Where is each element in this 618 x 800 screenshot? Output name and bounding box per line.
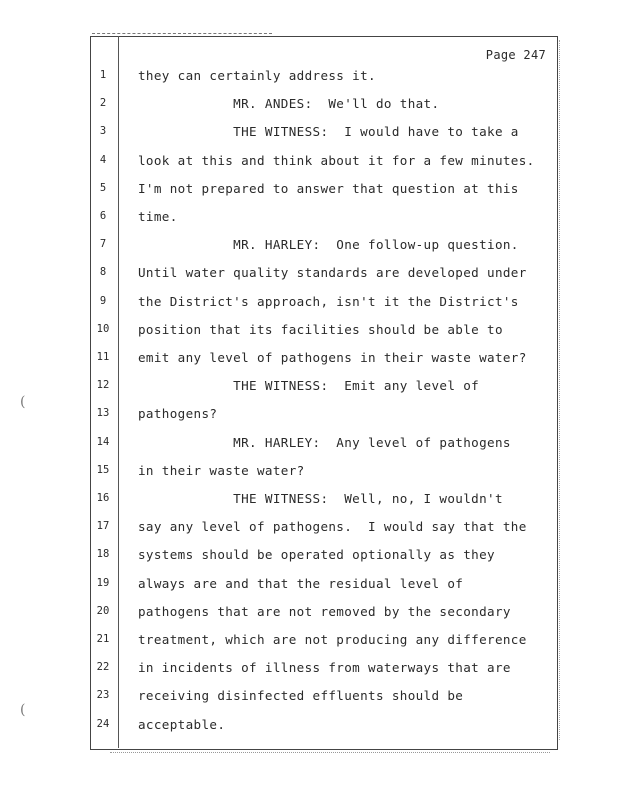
transcript-line-text: say any level of pathogens. I would say that the [138,519,527,535]
transcript-line-text: the District's approach, isn't it the District's [138,293,519,309]
page-number: Page 247 [485,48,546,62]
transcript-line-text: pathogens that are not removed by the secondary [138,603,511,619]
transcript-line-text: THE WITNESS: Emit any level of [138,378,480,394]
line-number: 16 [96,492,110,504]
line-number: 1 [99,69,107,81]
transcript-line-text: receiving disinfected effluents should be [138,688,464,704]
left-margin-mark: ( [20,702,26,718]
line-number: 15 [96,463,110,476]
line-number: 19 [96,576,110,589]
line-number: 4 [99,153,107,166]
transcript-line-text: I'm not prepared to answer that question at this [138,180,519,196]
line-number: 17 [96,520,110,533]
line-number: 18 [96,548,110,561]
line-number: 7 [99,238,107,251]
top-border-mark [92,33,272,34]
line-number: 23 [96,689,110,702]
transcript-line-text: THE WITNESS: I would have to take a [138,124,519,140]
line-number: 10 [96,322,110,335]
transcript-line-text: MR. HARLEY: One follow-up question. [138,237,519,253]
transcript-line-text: always are and that the residual level of [138,575,464,591]
line-number: 14 [96,435,110,448]
line-number: 21 [96,633,110,645]
transcript-line-text: treatment, which are not producing any difference [138,632,527,647]
transcript-line-text: time. [138,209,178,224]
right-edge-mark [559,40,560,740]
line-number: 5 [99,181,107,194]
transcript-line-text: acceptable. [138,716,226,732]
transcript-line-text: THE WITNESS: Well, no, I wouldn't [138,491,503,506]
line-number: 13 [96,407,110,420]
transcript-line-text: they can certainly address it. [138,68,376,83]
line-number: 6 [99,210,107,222]
line-number: 9 [99,294,107,307]
line-number: 11 [96,351,110,363]
transcript-line-text: in their waste water? [138,462,305,478]
transcript-line-text: in incidents of illness from waterways that are [138,660,511,676]
line-number: 12 [96,379,110,392]
line-number: 3 [99,125,107,138]
transcript-line-text: look at this and think about it for a few minutes. [138,152,535,168]
line-number: 8 [99,266,107,279]
left-margin-mark: ( [20,394,26,410]
transcript-line-text: systems should be operated optionally as they [138,547,495,563]
line-number-margin-rule [118,36,119,748]
bottom-border-mark [110,752,550,753]
transcript-line-text: emit any level of pathogens in their waste water? [138,350,527,365]
transcript-line-text: Until water quality standards are developed under [138,265,527,281]
line-number: 22 [96,661,110,674]
transcript-line-text: pathogens? [138,406,218,422]
line-number: 24 [96,717,110,730]
transcript-line-text: MR. ANDES: We'll do that. [138,96,440,112]
line-number: 2 [99,97,107,110]
line-number: 20 [96,604,110,617]
transcript-line-text: position that its facilities should be able to [138,321,503,337]
transcript-line-text: MR. HARLEY: Any level of pathogens [138,434,511,450]
